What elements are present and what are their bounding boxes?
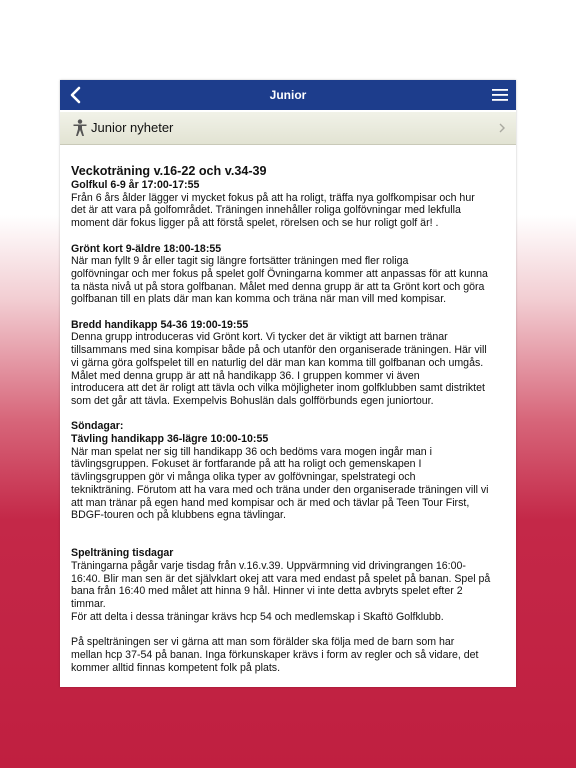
article-content (71, 164, 508, 674)
content-panel (60, 80, 516, 687)
section-golfkul-title: Golfkul 6-9 år 17:00-17:55 (71, 179, 200, 191)
section-header-title: Junior nyheter (91, 120, 174, 135)
section-bredd-title: Bredd handikapp 54-36 19:00-19:55 (71, 318, 249, 331)
section-speltraning-text: Träningarna pågår varje tisdag från v.16.v.39. Uppvärmning vid drivingrangen 16:00- 16:40. Blir man sen är det självklart okej att vara med endast på spelet på banan. Spel på bana från 16:40 med målet att hinna 9 hål. Hinner vi inte detta avbryts spelet efter 2 timmar. För att delta i dessa träningar krävs hcp 54 och medlemskap i Skaftö Golfklubb. (71, 560, 491, 623)
section-sondagar-label: Söndagar: (71, 420, 124, 433)
chevron-right-icon (498, 122, 506, 134)
section-bredd-text: Denna grupp introduceras vid Grönt kort. Vi tycker det är viktigt att barnen tränar tillsammans med sina kompisar både på och utanför den organiserade träningen. Här vill vi gärna göra golfspelet till en naturlig del där man kan komma till golfbanan och umgås. Målet med denna grupp är att nå handikapp 36. I gruppen kommer vi även introducera att det är roligt att tävla och vilka möjligheter inom golfklubben samt distriktet som det går att tävla. Exempelvis Bohuslän dals golfförbunds egen juniortour. (71, 331, 487, 407)
section-foralder-text: På spelträningen ser vi gärna att man som förälder ska följa med de barn som har mellan hcp 37-54 på banan. Inga förkunskaper krävs i form av regler och så vidare, det kommer alltid finnas kompetent folk på plats. (71, 636, 479, 674)
section-golfkul-text: Från 6 års ålder lägger vi mycket fokus på att ha roligt, träffa nya golfkompisar och hur det är att vara på golfområdet. Träningen innehåller roliga golfövningar med lekfulla moment där fokus ligger på att förstå spelet, rörelsen och se hur roligt golf är! . (71, 191, 475, 230)
section-gront-kort-text: När man fyllt 9 år eller tagit sig längre fortsätter träningen med fler roliga golfövningar och mer fokus på spelet golf Övningarna kommer att anpassas för att kunna ta nästa nivå ut på stora golfbanan. Målet med denna grupp är att ta Grönt kort och göra golfbanan till en plats där man kan komma och träna när man vill med kompisar. (71, 255, 488, 306)
top-navigation-bar (60, 80, 516, 110)
section-tavling-title: Tävling handikapp 36-lägre 10:00-10:55 (71, 433, 269, 446)
section-gront-kort-title: Grönt kort 9-äldre 18:00-18:55 (71, 242, 222, 255)
section-tavling-text: När man spelat ner sig till handikapp 36 och bedöms vara mogen ingår man i tävlingsgruppen. Fokuset är fortfarande på att ha roligt och gemenskapen I tävlingsgruppen gör vi många olika typer av golfövningar, spelstrategi och teknikträning. Förutom att ha vara med och träna under den organiserade träningen vill vi att man tränar på egen hand med kompisar och är med och tävlar på Teen Tour First, BDGF-touren och på klubbens egna tävlingar. (71, 445, 489, 522)
section-speltraning-title: Spelträning tisdagar (71, 547, 174, 560)
article-heading: Veckoträning v.16-22 och v.34-39 (71, 164, 267, 178)
junior-person-icon (72, 119, 88, 137)
section-header-junior-nyheter[interactable] (60, 112, 516, 145)
page-title: Junior (269, 88, 307, 102)
hamburger-menu-icon[interactable] (492, 87, 508, 103)
